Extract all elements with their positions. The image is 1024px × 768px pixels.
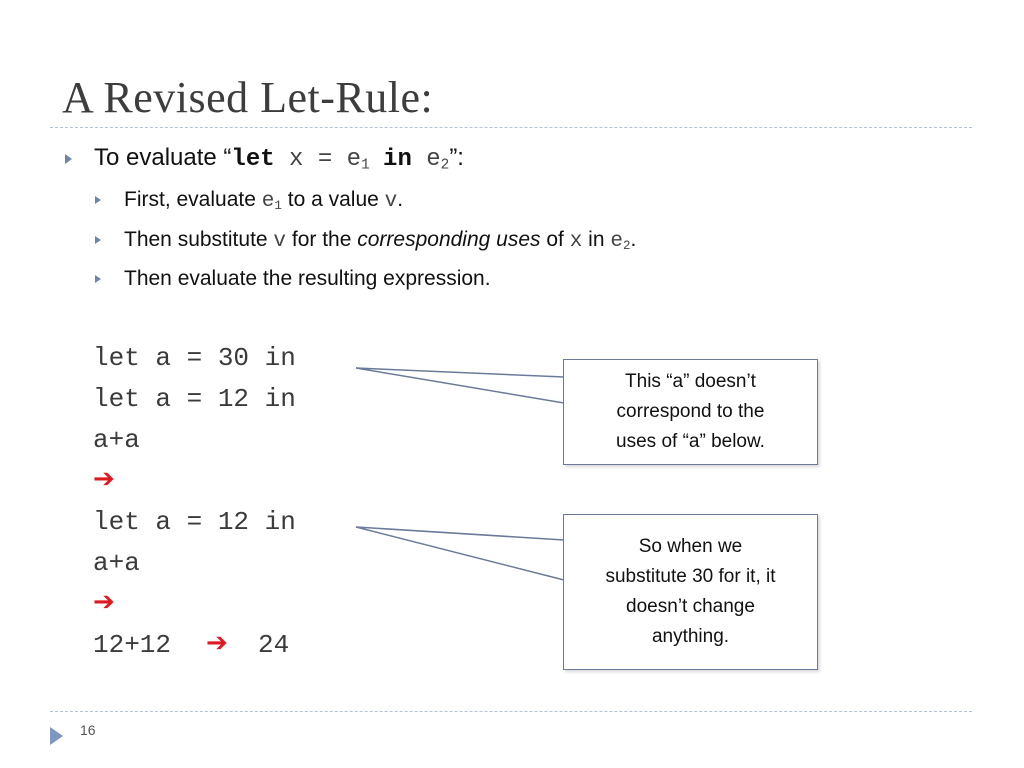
subscript-1: 1 bbox=[361, 157, 370, 174]
slide-title: A Revised Let-Rule: bbox=[62, 73, 434, 122]
code-line: let a = 12 in bbox=[93, 384, 296, 414]
callout-text-line: So when we bbox=[638, 536, 743, 557]
bullet-main-prefix: To evaluate “ bbox=[94, 144, 232, 171]
sub-bullet-text: of bbox=[540, 228, 570, 251]
right-arrow-icon: ➔ bbox=[93, 587, 115, 617]
sub-bullet-text: Then evaluate the resulting expression. bbox=[124, 267, 491, 290]
code-x: x bbox=[569, 230, 583, 253]
callout-box-1 bbox=[563, 359, 818, 465]
code-line: 24 bbox=[258, 630, 290, 660]
code-let-keyword: let bbox=[231, 146, 275, 173]
code-line: let a = 12 in bbox=[93, 507, 296, 537]
code-line: 12+12 bbox=[93, 630, 172, 660]
sub-bullet-text: Then substitute bbox=[124, 228, 274, 251]
callout-text-line: anything. bbox=[651, 626, 730, 647]
sub-bullet-text: for the bbox=[286, 228, 358, 251]
code-v: v bbox=[273, 230, 287, 253]
subscript-1: 1 bbox=[274, 199, 282, 214]
callout-2-pointer bbox=[356, 527, 564, 580]
callout-box-2 bbox=[563, 514, 818, 670]
subscript-2: 2 bbox=[622, 239, 631, 254]
right-arrow-icon: ➔ bbox=[93, 464, 115, 494]
code-e1: e bbox=[261, 190, 275, 213]
callout-text-line: doesn’t change bbox=[626, 596, 755, 617]
bullet-main-suffix: ”: bbox=[449, 144, 464, 171]
code-in-keyword: in bbox=[383, 146, 412, 173]
sub-bullet-text: . bbox=[397, 188, 404, 211]
sub-bullet-text: in bbox=[582, 228, 611, 251]
footer-triangle-icon bbox=[50, 727, 63, 745]
callout-text-line: correspond to the bbox=[616, 401, 765, 422]
footer-divider bbox=[50, 711, 972, 712]
callout-text-line: This “a” doesn’t bbox=[625, 371, 756, 392]
callout-1-pointer bbox=[356, 368, 564, 403]
sub-bullet-text: to a value bbox=[281, 188, 385, 211]
code-e2: e bbox=[610, 230, 623, 253]
emphasis-text: corresponding uses bbox=[357, 228, 541, 251]
callout-text-line: substitute 30 for it, it bbox=[605, 566, 776, 587]
code-line: a+a bbox=[93, 425, 140, 455]
sub-bullet-text: . bbox=[630, 228, 637, 251]
code-v: v bbox=[384, 190, 398, 213]
subscript-2: 2 bbox=[440, 157, 450, 174]
code-binding: x = e bbox=[274, 146, 362, 173]
callout-text-line: uses of “a” below. bbox=[616, 431, 765, 452]
sub-bullet-text: First, evaluate bbox=[124, 188, 262, 211]
code-line: a+a bbox=[93, 548, 140, 578]
page-number: 16 bbox=[80, 722, 96, 738]
code-line: let a = 30 in bbox=[93, 343, 296, 373]
code-e2: e bbox=[411, 146, 441, 173]
right-arrow-icon: ➔ bbox=[206, 628, 228, 658]
